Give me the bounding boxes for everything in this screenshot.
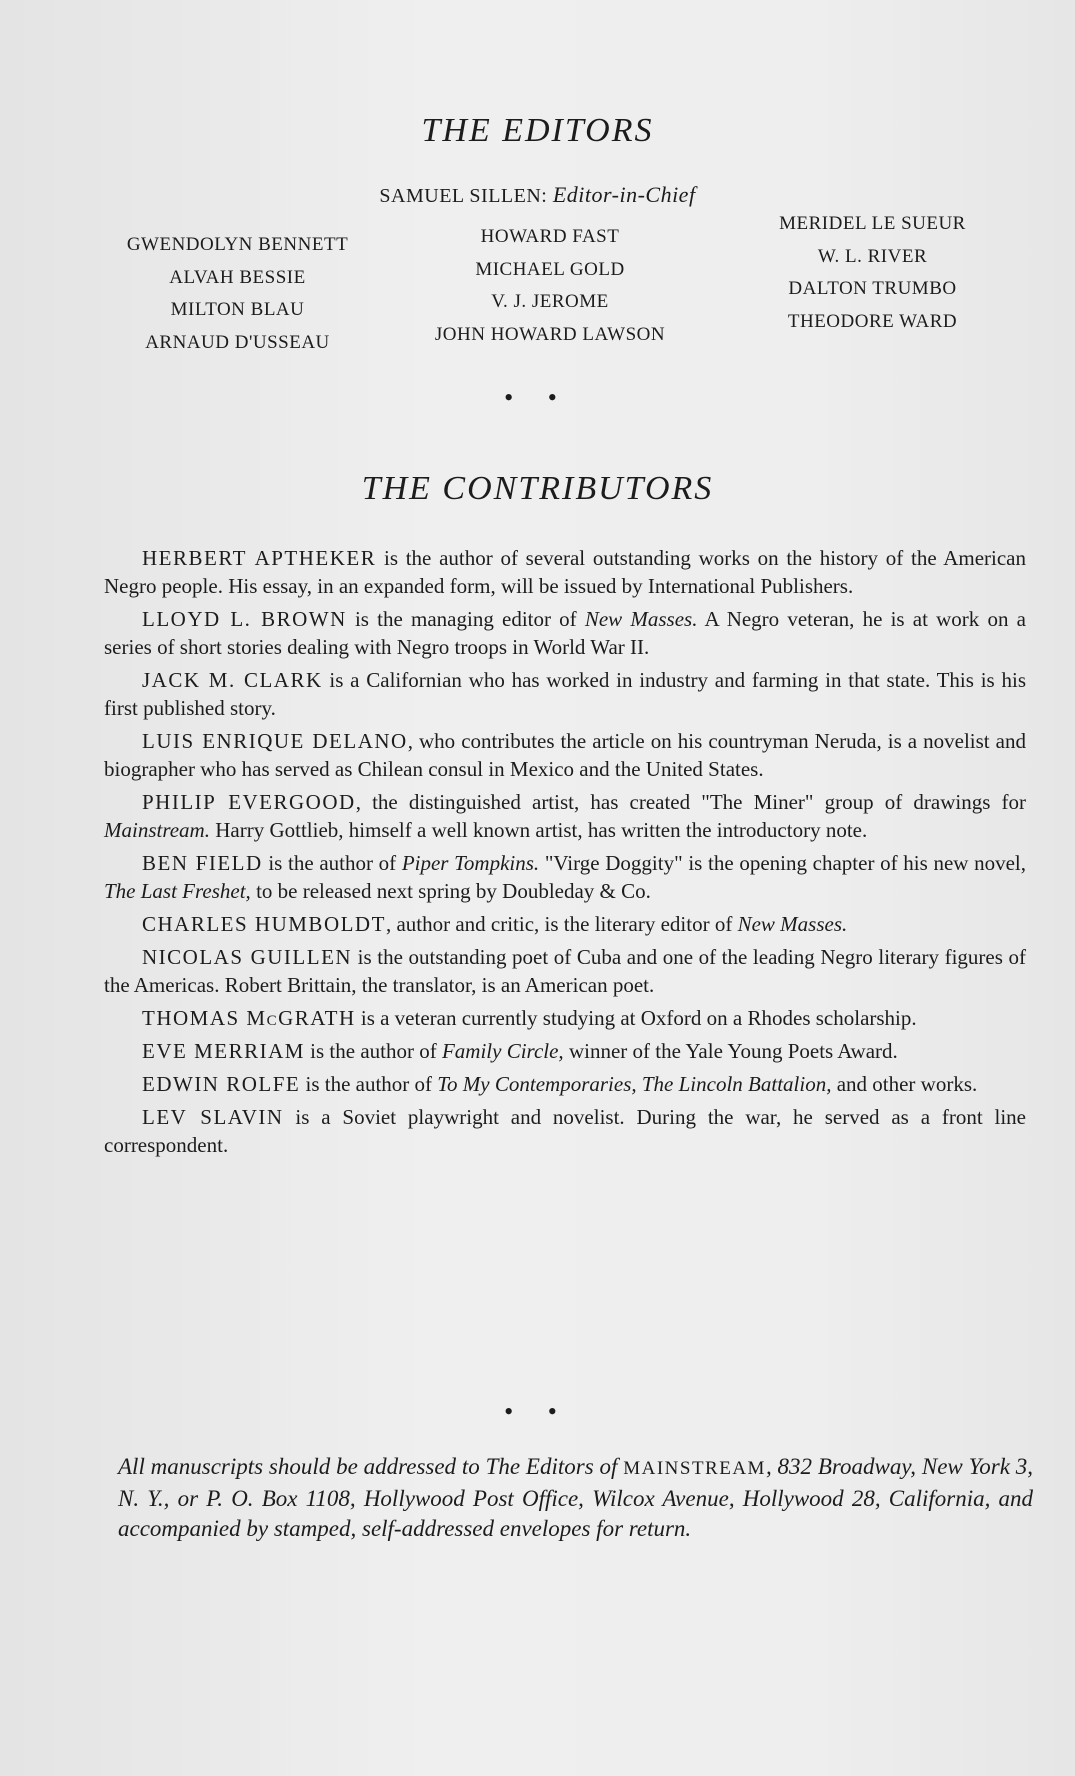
publication-title: The Last Freshet, bbox=[104, 879, 251, 903]
contributor-entry bbox=[104, 1037, 1026, 1065]
submission-note bbox=[118, 1452, 1033, 1544]
contributor-name: THOMAS McGRATH bbox=[142, 1006, 356, 1030]
submission-note-text: All manuscripts should be addressed to The Editors of bbox=[118, 1454, 624, 1479]
editors-right-column bbox=[740, 208, 1005, 338]
contributor-bio: is the outstanding poet of Cuba and one of the leading Negro literary figures of the Americas. Robert Brittain, the translator, is an American poet. bbox=[104, 945, 1026, 997]
contributor-bio: is the author of bbox=[262, 851, 402, 875]
publication-title: New Masses. bbox=[737, 912, 848, 936]
contributor-name: EDWIN ROLFE bbox=[142, 1072, 301, 1096]
editor-name: DALTON TRUMBO bbox=[788, 278, 957, 299]
editor-name: W. L. RIVER bbox=[817, 245, 928, 267]
contributor-entry bbox=[104, 788, 1026, 844]
contributor-name: CHARLES HUMBOLDT bbox=[142, 912, 386, 936]
editor-name: MILTON BLAU bbox=[170, 299, 305, 320]
contributor-name: NICOLAS GUILLEN bbox=[142, 945, 353, 969]
publication-title: To My Contemporaries, The Lincoln Battalion, bbox=[437, 1072, 832, 1096]
contributor-name: LLOYD L. BROWN bbox=[142, 607, 347, 631]
editor-name: GWENDOLYN BENNETT bbox=[126, 234, 349, 255]
editor-name: MERIDEL LE SUEUR bbox=[779, 213, 966, 234]
editor-in-chief-role: Editor-in-Chief bbox=[552, 182, 696, 207]
contributor-bio: is a Californian who has worked in industry and farming in that state. This is his first published story. bbox=[104, 668, 1026, 720]
editor-name: MICHAEL GOLD bbox=[475, 258, 625, 280]
editors-left-column bbox=[105, 229, 370, 359]
contributor-entry bbox=[104, 666, 1026, 722]
section-separator: • • bbox=[504, 1397, 571, 1426]
contributor-bio: "Virge Doggity" is the opening chapter of his new novel, bbox=[539, 851, 1026, 875]
editor-name: ARNAUD D'USSEAU bbox=[145, 331, 330, 353]
editor-name: ALVAH BESSIE bbox=[169, 266, 306, 288]
contributor-bio: is a veteran currently studying at Oxford on a Rhodes scholarship. bbox=[355, 1006, 917, 1030]
editors-heading: THE EDITORS bbox=[421, 112, 654, 149]
editor-name: THEODORE WARD bbox=[787, 310, 958, 332]
contributor-bio: , the distinguished artist, has created "The Miner" group of drawings for bbox=[355, 790, 1026, 814]
contributor-bio: is a Soviet playwright and novelist. During the war, he served as a front line correspondent. bbox=[104, 1105, 1026, 1157]
contributor-name: EVE MERRIAM bbox=[142, 1039, 305, 1063]
contributor-bio: is the author of several outstanding works on the history of the American Negro people. His essay, in an expanded form, will be issued by International Publishers. bbox=[104, 546, 1026, 598]
contributor-entry bbox=[104, 849, 1026, 905]
contributor-entry bbox=[104, 605, 1026, 661]
contributor-name: LEV SLAVIN bbox=[142, 1105, 284, 1129]
contributor-bio: , author and critic, is the literary editor of bbox=[385, 912, 738, 936]
contributor-entry bbox=[104, 1103, 1026, 1159]
editor-name: JOHN HOWARD LAWSON bbox=[434, 323, 666, 345]
editor-name: V. J. JEROME bbox=[491, 291, 609, 312]
publication-title: Family Circle, bbox=[441, 1039, 564, 1063]
contributor-bio: A Negro veteran, he is at work on a series of short stories dealing with Negro troops in World War II. bbox=[104, 607, 1026, 659]
contributor-bio: to be released next spring by Doubleday & Co. bbox=[250, 879, 651, 903]
editor-in-chief-name: SAMUEL SILLEN: bbox=[379, 185, 548, 207]
contributor-entry bbox=[104, 727, 1026, 783]
editor-in-chief bbox=[0, 182, 1075, 208]
publication-title: New Masses. bbox=[584, 607, 698, 631]
contributor-bio: is the managing editor of bbox=[346, 607, 585, 631]
contributor-bio: is the author of bbox=[300, 1072, 438, 1096]
publication-title: Piper Tompkins. bbox=[401, 851, 540, 875]
contributor-name: JACK M. CLARK bbox=[142, 668, 323, 692]
contributor-bio: Harry Gottlieb, himself a well known artist, has written the introductory note. bbox=[209, 818, 868, 842]
section-separator: • • bbox=[504, 383, 571, 412]
contributor-entry bbox=[104, 1004, 1026, 1032]
contributor-name: LUIS ENRIQUE DELANO bbox=[142, 729, 408, 753]
contributor-name: PHILIP EVERGOOD bbox=[142, 790, 356, 814]
contributor-entry bbox=[104, 544, 1026, 600]
contributors-heading: THE CONTRIBUTORS bbox=[361, 470, 714, 507]
contributor-bio: and other works. bbox=[831, 1072, 978, 1096]
contributor-entry bbox=[104, 910, 1026, 938]
contributor-name: BEN FIELD bbox=[142, 851, 263, 875]
publication-title: Mainstream. bbox=[104, 818, 210, 842]
contributor-entry bbox=[104, 1070, 1026, 1098]
editors-center-column bbox=[400, 221, 700, 351]
contributor-entry bbox=[104, 943, 1026, 999]
contributors-list bbox=[104, 544, 1026, 1164]
contributor-name: HERBERT APTHEKER bbox=[142, 546, 377, 570]
editor-name: HOWARD FAST bbox=[480, 226, 620, 247]
contributor-bio: winner of the Yale Young Poets Award. bbox=[563, 1039, 898, 1063]
submission-note-text: , 832 Broadway, New York 3, N. Y., or P. O. Box 1108, Hollywood Post Office, Wilcox Avenue, Hollywood 28, California, and accompanied by stamped, self-addressed envelopes for return. bbox=[118, 1454, 1033, 1541]
contributor-bio: is the author of bbox=[304, 1039, 442, 1063]
magazine-name: MAINSTREAM bbox=[623, 1458, 766, 1479]
contributor-bio: , who contributes the article on his countryman Neruda, is a novelist and biographer who has served as Chilean consul in Mexico and the United States. bbox=[104, 729, 1026, 781]
